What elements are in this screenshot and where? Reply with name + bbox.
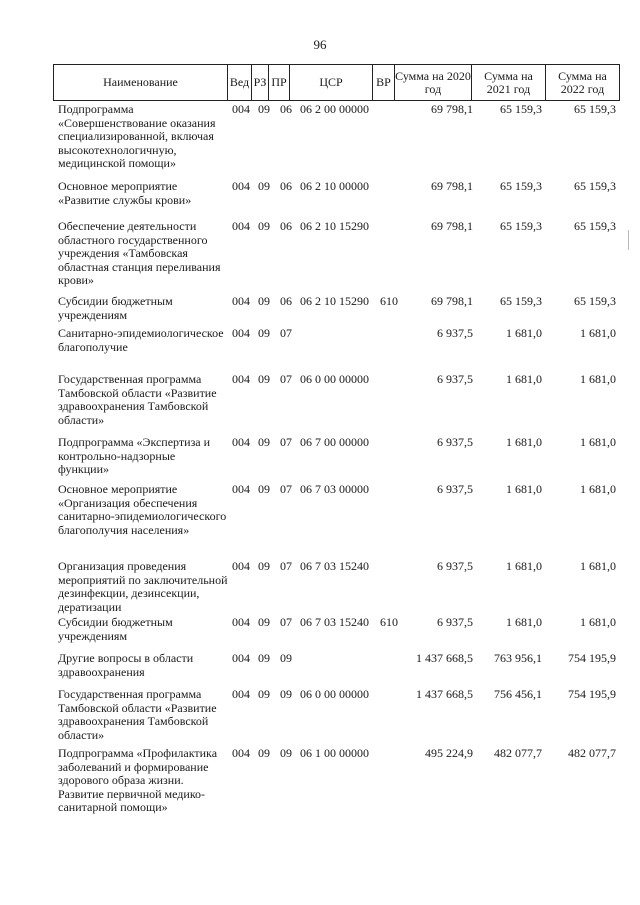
header-rz: РЗ (252, 65, 269, 100)
cell-rz: 09 (258, 372, 270, 386)
cell-pr: 07 (280, 559, 292, 573)
cell-rz: 09 (258, 102, 270, 116)
cell-csr: 06 0 00 00000 (300, 687, 369, 701)
cell-s2021: 65 159,3 (500, 294, 542, 308)
cell-name: Государственная программа Тамбовской области «Развитие здравоохранения Тамбовской области» (58, 372, 217, 427)
cell-rz: 09 (258, 435, 270, 449)
cell-csr: 06 2 10 15290 (300, 219, 369, 233)
cell-pr: 07 (280, 482, 292, 496)
cell-pr: 07 (280, 615, 292, 629)
header-vr: ВР (373, 65, 395, 100)
cell-s2020: 69 798,1 (431, 179, 473, 193)
cell-name: Санитарно-эпидемиологическое благополучие (58, 326, 224, 354)
header-ved: Вед (228, 65, 252, 100)
cell-name: Другие вопросы в области здравоохранения (58, 651, 194, 679)
cell-csr: 06 2 00 00000 (300, 102, 369, 116)
cell-vr: 610 (380, 615, 398, 629)
header-sum-2021: Сумма на 2021 год (472, 65, 546, 100)
cell-s2020: 69 798,1 (431, 219, 473, 233)
cell-pr: 06 (280, 294, 292, 308)
cell-s2022: 754 195,9 (568, 651, 616, 665)
cell-s2022: 65 159,3 (574, 219, 616, 233)
cell-s2020: 6 937,5 (437, 372, 473, 386)
cell-s2022: 65 159,3 (574, 179, 616, 193)
cell-csr: 06 7 03 15240 (300, 559, 369, 573)
cell-s2021: 1 681,0 (506, 615, 542, 629)
cell-ved: 004 (232, 615, 250, 629)
cell-s2022: 1 681,0 (580, 482, 616, 496)
cell-ved: 004 (232, 179, 250, 193)
cell-ved: 004 (232, 651, 250, 665)
cell-name: Основное мероприятие «Развитие службы крови» (58, 179, 192, 207)
cell-s2022: 1 681,0 (580, 435, 616, 449)
page-number: 96 (313, 37, 327, 52)
cell-pr: 09 (280, 687, 292, 701)
cell-pr: 06 (280, 102, 292, 116)
cell-s2021: 65 159,3 (500, 102, 542, 116)
cell-ved: 004 (232, 746, 250, 760)
cell-s2022: 65 159,3 (574, 102, 616, 116)
cell-rz: 09 (258, 482, 270, 496)
cell-s2020: 6 937,5 (437, 326, 473, 340)
cell-s2020: 69 798,1 (431, 294, 473, 308)
cell-name: Субсидии бюджетным учреждениям (58, 615, 173, 643)
header-pr: ПР (269, 65, 290, 100)
cell-ved: 004 (232, 435, 250, 449)
cell-s2021: 1 681,0 (506, 326, 542, 340)
cell-ved: 004 (232, 687, 250, 701)
cell-ved: 004 (232, 482, 250, 496)
cell-s2020: 69 798,1 (431, 102, 473, 116)
cell-rz: 09 (258, 559, 270, 573)
cell-pr: 07 (280, 435, 292, 449)
cell-pr: 09 (280, 746, 292, 760)
cell-pr: 07 (280, 372, 292, 386)
cell-pr: 06 (280, 219, 292, 233)
cell-ved: 004 (232, 219, 250, 233)
cell-s2020: 6 937,5 (437, 435, 473, 449)
cell-s2021: 482 077,7 (494, 746, 542, 760)
cell-s2021: 1 681,0 (506, 435, 542, 449)
cell-name: Подпрограмма «Профилактика заболеваний и формирование здорового образа жизни. Развитие первичной медико-санитарной помощи» (58, 746, 218, 815)
cell-s2022: 482 077,7 (568, 746, 616, 760)
cell-s2020: 6 937,5 (437, 482, 473, 496)
cell-s2022: 1 681,0 (580, 372, 616, 386)
cell-name: Государственная программа Тамбовской области «Развитие здравоохранения Тамбовской области» (58, 687, 217, 742)
cell-s2021: 756 456,1 (494, 687, 542, 701)
cell-ved: 004 (232, 326, 250, 340)
cell-s2022: 1 681,0 (580, 559, 616, 573)
cell-csr: 06 1 00 00000 (300, 746, 369, 760)
cell-s2021: 65 159,3 (500, 219, 542, 233)
cell-s2022: 754 195,9 (568, 687, 616, 701)
cell-s2020: 1 437 668,5 (416, 651, 473, 665)
cell-rz: 09 (258, 219, 270, 233)
cell-csr: 06 7 03 00000 (300, 482, 369, 496)
cell-rz: 09 (258, 651, 270, 665)
cell-s2021: 1 681,0 (506, 559, 542, 573)
cell-pr: 06 (280, 179, 292, 193)
cell-csr: 06 7 00 00000 (300, 435, 369, 449)
cell-s2022: 1 681,0 (580, 615, 616, 629)
cell-csr: 06 2 10 00000 (300, 179, 369, 193)
cell-name: Подпрограмма «Экспертиза и контрольно-надзорные функции» (58, 435, 211, 477)
cell-name: Обеспечение деятельности областного государственного учреждения «Тамбовская областная станция переливания крови» (58, 219, 221, 288)
cell-s2021: 65 159,3 (500, 179, 542, 193)
cell-vr: 610 (380, 294, 398, 308)
cell-s2020: 495 224,9 (425, 746, 473, 760)
cell-name: Подпрограмма «Совершенствование оказания специализированной, включая высокотехнологичную, медицинской помощи» (58, 102, 216, 171)
cell-csr: 06 0 00 00000 (300, 372, 369, 386)
cell-rz: 09 (258, 326, 270, 340)
cell-s2021: 1 681,0 (506, 482, 542, 496)
cell-rz: 09 (258, 179, 270, 193)
cell-name: Основное мероприятие «Организация обеспечения санитарно-эпидемиологического благополучия населения» (58, 482, 227, 537)
cell-name: Организация проведения мероприятий по заключительной дезинфекции, дезинсекции, дератизации (58, 559, 228, 614)
cell-csr: 06 2 10 15290 (300, 294, 369, 308)
cell-s2020: 6 937,5 (437, 559, 473, 573)
cell-name: Субсидии бюджетным учреждениям (58, 294, 173, 322)
header-csr: ЦСР (290, 65, 373, 100)
header-name: Наименование (54, 65, 228, 100)
cell-ved: 004 (232, 294, 250, 308)
cell-rz: 09 (258, 615, 270, 629)
cell-s2021: 1 681,0 (506, 372, 542, 386)
cell-ved: 004 (232, 372, 250, 386)
header-sum-2022: Сумма на 2022 год (558, 68, 607, 96)
cell-pr: 09 (280, 651, 292, 665)
cell-rz: 09 (258, 687, 270, 701)
cell-s2020: 6 937,5 (437, 615, 473, 629)
scan-artifact (628, 230, 629, 250)
cell-s2022: 65 159,3 (574, 294, 616, 308)
cell-s2022: 1 681,0 (580, 326, 616, 340)
cell-s2020: 1 437 668,5 (416, 687, 473, 701)
cell-s2021: 763 956,1 (494, 651, 542, 665)
cell-csr: 06 7 03 15240 (300, 615, 369, 629)
cell-ved: 004 (232, 102, 250, 116)
table-header (53, 64, 620, 101)
cell-rz: 09 (258, 294, 270, 308)
cell-ved: 004 (232, 559, 250, 573)
cell-pr: 07 (280, 326, 292, 340)
cell-rz: 09 (258, 746, 270, 760)
header-sum-2020: Сумма на 2020 год (395, 65, 472, 100)
